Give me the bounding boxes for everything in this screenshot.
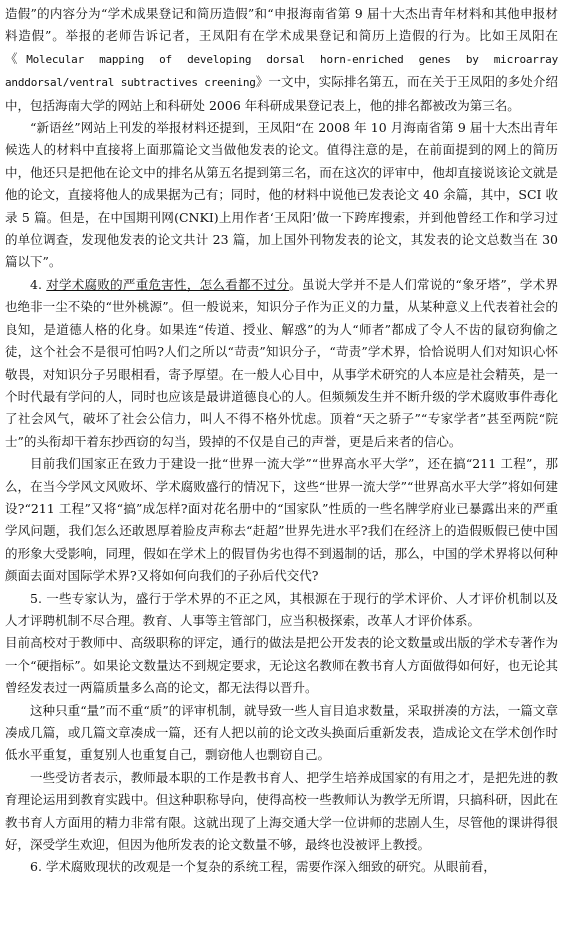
paragraph-5: 5. 一些专家认为，盛行于学术界的不正之风，其根源在于现行的学术评价、人才评价机制以及人才评聘机制不尽合理。教育、人事等主管部门，应当积极探索，改革人才评价体系。 xyxy=(5,590,558,628)
paragraph-2: “新语丝”网站上刊发的举报材料还提到，王凤阳“在 2008 年 10 月海南省第 9 届十大杰出青年候选人的材料中直接将上面那篇论文当做他发表的论文。值得注意的是，在前面提到的网上的简历中，他还只是把他在论文中的排名从第五名提到第三名，而在这次的评审中，他却直接说该论文就是他的论文，直接将他人的成果据为己有；同时，他的材料中说他已发表论文 40 余篇，其中，SCI 收录 5 篇。但是，在中国期刊网(CNKI)上用作者‘王凤阳’做一下跨库搜索，并到他曾经工作和学习过的单位调查，发现他发表的论文共计 23 篇，加上国外刊物发表的论文，其发表的论文总数当在 30 篇以下”。 xyxy=(5,120,558,270)
paragraph-1 xyxy=(5,3,558,117)
paper-title-english: Molecular mapping of developing dorsal horn-enriched genes by microarray anddorsal/ventral subtractives creening xyxy=(5,52,558,90)
paragraph-1-text-a: 造假”的内容分为“学术成果登记和简历造假”和“申报海南省第 9 届十大杰出青年材料和其他申报材料造假”。举报的老师告诉记者，王凤阳有在学术成果登记和简历上造假的行为。比如王凤阳在《 xyxy=(5,6,558,66)
paragraph-9: 6. 学术腐败现状的改观是一个复杂的系统工程，需要作深入细致的研究。从眼前看， xyxy=(30,859,496,875)
paragraph-1-text-b: 》一文中，实际排名第五，而在关于王凤阳的多处介绍中，包括海南大学的网站上和科研处 2006 年科研成果登记表上，他的排名都被改为第三名。 xyxy=(5,74,558,113)
paragraph-6: 目前高校对于教师中、高级职称的评定，通行的做法是把公开发表的论文数量或出版的学术专著作为一个“硬指标”。如果论文数量达不到规定要求，无论这名教师在教书育人方面做得如何好，也无论其曾经发表过一两篇质量多么高的论文，都无法得以晋升。 xyxy=(5,635,558,696)
paragraph-3 xyxy=(5,274,558,453)
paragraph-8: 一些受访者表示，教师最本职的工作是教书育人、把学生培养成国家的有用之才，是把先进的教育理论运用到教育实践中。但这种职称导向，使得高校一些教师认为教学无所谓，只搞科研，因此在教书育人方面用的精力非常有限。这就出现了上海交通大学一位讲师的悲剧人生，尽管他的课讲得很好，深受学生欢迎，但因为他所发表的论文数量不够，最终也没被评上教授。 xyxy=(5,769,558,853)
point-4-heading: 对学术腐败的严重危害性，怎么看都不过分 xyxy=(46,276,290,292)
point-4-number: 4. xyxy=(30,276,47,292)
paragraph-4: 目前我们国家正在致力于建设一批“世界一流大学”“世界高水平大学”，还在搞“211 工程”，那么，在当今学风文风败坏、学术腐败盛行的情况下，这些“世界一流大学”“世界高水平大学”将如何建设?“211 工程”又将“搞”成怎样?面对花名册中的“国家队”性质的一些名牌学府业已暴露出来的严重学风问题，我们怎么还敢恩厚着脸皮声称去“赶超”世界先进水平?我们在经济上的造假贩假已使中国的形象大受影响，同理，假如在学术上的假冒伪劣也得不到遏制的话，那么，中国的学术界将以何种颜面去面对国际学术界?又将如何向我们的子孙后代交代? xyxy=(5,456,558,584)
point-4-text: 。虽说大学并不是人们常说的“象牙塔”，学术界也绝非一尘不染的“世外桃源”。但一般说来，知识分子作为正义的力量，从某种意义上代表着社会的良知，是道德人格的化身。如果连“传道、授业、解惑”的为人“师者”都成了令人不齿的鼠窃狗偷之徒，这个社会不是很可怕吗?人们之所以“苛责”知识分子，“苛责”学术界，恰恰说明人们对知识心怀敬畏，对知识分子另眼相看，寄予厚望。在一般人心目中，从事学术研究的人本应是社会精英，是一个时代最有学问的人，同时也应该是最讲道德良心的人。但频频发生并不断升级的学术腐败事件毒化了社会风气，破坏了社会公信力，叫人不得不格外忧虑。顶着“天之骄子”“专家学者”甚至两院“院士”的头衔却干着东抄西窃的勾当，毁掉的不仅是自己的声誉，更是后来者的信心。 xyxy=(5,276,558,449)
paragraph-7: 这种只重“量”而不重“质”的评审机制，就导致一些人盲目追求数量，采取拼凑的方法，一篇文章凑成几篇，或几篇文章凑成一篇，还有人把以前的论文改头换面后重新发表，造成论文在学术创作时低水平重复，重复别人也重复自己，剽窃他人也剽窃自己。 xyxy=(5,702,558,763)
